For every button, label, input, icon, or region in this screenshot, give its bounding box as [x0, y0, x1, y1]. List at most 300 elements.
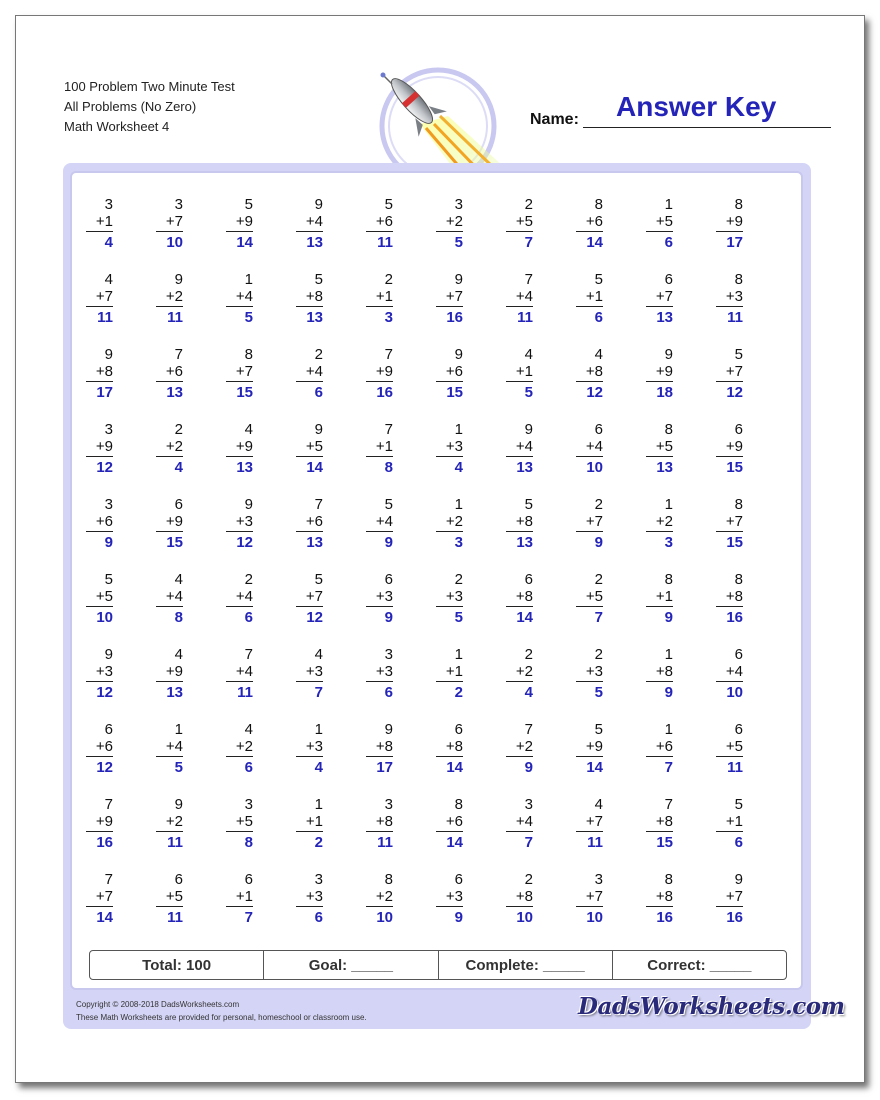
addition-problem	[359, 421, 429, 493]
answer-line	[506, 606, 533, 607]
answer-value: 16	[726, 909, 743, 926]
addend-top: 6	[454, 721, 463, 738]
answer-value: 17	[726, 234, 743, 251]
answer-line	[646, 906, 673, 907]
addend-top: 9	[664, 346, 673, 363]
answer-value: 6	[244, 609, 253, 626]
addition-problem	[359, 271, 429, 343]
addend-top: 2	[524, 196, 533, 213]
answer-line	[716, 756, 743, 757]
addend-bottom: +3	[445, 438, 463, 455]
addend-top: 8	[734, 496, 743, 513]
answer-line	[86, 306, 113, 307]
addition-problem	[429, 796, 499, 868]
answer-line	[156, 906, 183, 907]
addend-top: 4	[104, 271, 113, 288]
addend-top: 9	[104, 646, 113, 663]
addition-problem	[79, 796, 149, 868]
addend-bottom: +9	[655, 363, 673, 380]
addend-bottom: +6	[445, 363, 463, 380]
addend-bottom: +4	[515, 438, 533, 455]
addition-problem	[429, 571, 499, 643]
answer-line	[226, 456, 253, 457]
answer-line	[366, 606, 393, 607]
addend-top: 1	[244, 271, 253, 288]
answer-value: 6	[664, 234, 673, 251]
problem-row	[79, 271, 779, 346]
addition-problem	[219, 796, 289, 868]
answer-value: 2	[314, 834, 323, 851]
answer-value: 13	[306, 309, 323, 326]
answer-value: 5	[594, 684, 603, 701]
answer-line	[436, 231, 463, 232]
answer-value: 6	[314, 909, 323, 926]
addend-top: 9	[314, 421, 323, 438]
answer-value: 15	[656, 834, 673, 851]
addition-problem	[219, 196, 289, 268]
answer-value: 11	[727, 759, 743, 776]
addend-top: 6	[244, 871, 253, 888]
addition-problem	[499, 196, 569, 268]
addend-top: 5	[314, 271, 323, 288]
addend-top: 3	[104, 196, 113, 213]
addend-top: 2	[524, 871, 533, 888]
addition-problem	[569, 196, 639, 268]
addend-top: 5	[384, 496, 393, 513]
addition-problem	[709, 571, 779, 643]
addition-problem	[359, 646, 429, 718]
addend-top: 3	[594, 871, 603, 888]
addend-top: 7	[664, 796, 673, 813]
addition-problem	[499, 346, 569, 418]
addend-bottom: +3	[375, 663, 393, 680]
answer-line	[366, 831, 393, 832]
addition-problem	[359, 496, 429, 568]
answer-line	[86, 756, 113, 757]
answer-line	[226, 606, 253, 607]
answer-value: 5	[174, 759, 183, 776]
addend-bottom: +2	[165, 288, 183, 305]
addition-problem	[709, 796, 779, 868]
addend-top: 8	[454, 796, 463, 813]
answer-line	[506, 756, 533, 757]
addend-bottom: +2	[375, 888, 393, 905]
answer-line	[296, 606, 323, 607]
answer-line	[296, 906, 323, 907]
answer-line	[716, 381, 743, 382]
answer-line	[226, 381, 253, 382]
addend-top: 9	[454, 271, 463, 288]
addition-problem	[499, 421, 569, 493]
answer-value: 3	[454, 534, 463, 551]
addition-problem	[219, 496, 289, 568]
answer-line	[436, 456, 463, 457]
addend-bottom: +7	[445, 288, 463, 305]
addend-top: 4	[524, 346, 533, 363]
addend-top: 4	[244, 421, 253, 438]
addition-problem	[569, 796, 639, 868]
answer-line	[646, 531, 673, 532]
addend-top: 8	[384, 871, 393, 888]
addition-problem	[219, 571, 289, 643]
addend-top: 3	[384, 796, 393, 813]
answer-value: 14	[586, 234, 603, 251]
correct-cell[interactable]: Correct: _____	[647, 956, 752, 974]
addition-problem	[289, 721, 359, 793]
addend-top: 3	[524, 796, 533, 813]
name-label: Name:	[530, 111, 579, 128]
answer-line	[366, 756, 393, 757]
addition-problem	[219, 646, 289, 718]
answer-value: 7	[524, 234, 533, 251]
addend-top: 4	[174, 646, 183, 663]
problem-row	[79, 796, 779, 871]
answer-value: 14	[306, 459, 323, 476]
answer-value: 9	[384, 534, 393, 551]
addend-bottom: +6	[95, 738, 113, 755]
answer-value: 13	[166, 384, 183, 401]
answer-value: 17	[376, 759, 393, 776]
answer-value: 16	[446, 309, 463, 326]
answer-line	[156, 606, 183, 607]
answer-line	[436, 681, 463, 682]
addend-bottom: +4	[165, 588, 183, 605]
answer-line	[226, 681, 253, 682]
answer-value: 7	[594, 609, 603, 626]
addend-bottom: +8	[585, 363, 603, 380]
answer-line	[156, 306, 183, 307]
addend-bottom: +2	[515, 738, 533, 755]
answer-value: 5	[454, 609, 463, 626]
addend-top: 5	[244, 196, 253, 213]
addend-bottom: +7	[725, 363, 743, 380]
answer-line	[366, 906, 393, 907]
addend-top: 1	[664, 646, 673, 663]
answer-line	[156, 831, 183, 832]
answer-line	[716, 456, 743, 457]
copyright-text: Copyright © 2008-2018 DadsWorksheets.com	[76, 1000, 240, 1009]
addition-problem	[429, 271, 499, 343]
addend-top: 2	[454, 571, 463, 588]
addend-bottom: +1	[235, 888, 253, 905]
answer-line	[226, 531, 253, 532]
answer-value: 11	[167, 309, 183, 326]
answer-line	[646, 456, 673, 457]
answer-value: 14	[236, 234, 253, 251]
addition-problem	[149, 871, 219, 943]
addend-top: 2	[594, 571, 603, 588]
answer-line	[436, 306, 463, 307]
answer-line	[366, 531, 393, 532]
addition-problem	[639, 421, 709, 493]
addition-problem	[429, 646, 499, 718]
answer-value: 11	[167, 909, 183, 926]
addition-problem	[149, 346, 219, 418]
addition-problem	[709, 646, 779, 718]
addend-bottom: +3	[585, 663, 603, 680]
addend-top: 8	[664, 421, 673, 438]
answer-value: 8	[244, 834, 253, 851]
answer-value: 13	[166, 684, 183, 701]
addend-top: 7	[384, 346, 393, 363]
addend-top: 2	[594, 496, 603, 513]
addend-top: 6	[454, 871, 463, 888]
addition-problem	[639, 271, 709, 343]
answer-line	[436, 381, 463, 382]
addend-bottom: +8	[515, 588, 533, 605]
addend-bottom: +5	[725, 738, 743, 755]
answer-value: 9	[104, 534, 113, 551]
addition-problem	[149, 271, 219, 343]
answer-line	[366, 306, 393, 307]
answer-line	[156, 756, 183, 757]
addend-top: 5	[384, 196, 393, 213]
answer-value: 9	[454, 909, 463, 926]
addend-bottom: +8	[305, 288, 323, 305]
goal-cell[interactable]: Goal: _____	[264, 951, 438, 979]
addition-problem	[219, 871, 289, 943]
addend-bottom: +5	[165, 888, 183, 905]
addend-bottom: +4	[515, 288, 533, 305]
addend-bottom: +2	[165, 438, 183, 455]
answer-line	[226, 831, 253, 832]
addition-problem	[499, 496, 569, 568]
answer-line	[296, 231, 323, 232]
addend-bottom: +5	[655, 438, 673, 455]
answer-value: 11	[97, 309, 113, 326]
answer-value: 7	[524, 834, 533, 851]
answer-value: 12	[96, 759, 113, 776]
answer-value: 17	[96, 384, 113, 401]
addend-top: 2	[314, 346, 323, 363]
answer-line	[576, 231, 603, 232]
answer-value: 13	[656, 459, 673, 476]
addend-bottom: +6	[165, 363, 183, 380]
answer-value: 12	[306, 609, 323, 626]
addition-problem	[499, 796, 569, 868]
addend-bottom: +4	[725, 663, 743, 680]
addend-top: 7	[524, 721, 533, 738]
addend-top: 5	[314, 571, 323, 588]
addition-problem	[569, 871, 639, 943]
answer-key-label: Answer Key	[616, 91, 777, 122]
addend-top: 3	[384, 646, 393, 663]
answer-value: 4	[104, 234, 113, 251]
answer-value: 11	[377, 834, 393, 851]
addition-problem	[79, 871, 149, 943]
answer-line	[436, 531, 463, 532]
answer-value: 10	[726, 684, 743, 701]
answer-value: 13	[516, 459, 533, 476]
addend-top: 2	[244, 571, 253, 588]
addend-bottom: +7	[585, 813, 603, 830]
addend-bottom: +5	[515, 213, 533, 230]
answer-value: 10	[376, 909, 393, 926]
answer-line	[296, 531, 323, 532]
addend-bottom: +4	[585, 438, 603, 455]
addend-bottom: +8	[95, 363, 113, 380]
brand-logo: DadsWorksheets.com	[578, 993, 845, 1020]
answer-line	[296, 456, 323, 457]
answer-value: 13	[656, 309, 673, 326]
addend-top: 4	[244, 721, 253, 738]
addend-bottom: +3	[445, 588, 463, 605]
answer-line	[226, 906, 253, 907]
addition-problem	[499, 646, 569, 718]
addend-top: 3	[454, 196, 463, 213]
addition-problem	[499, 721, 569, 793]
answer-value: 3	[384, 309, 393, 326]
worksheet-subtitle: All Problems (No Zero)	[64, 99, 197, 114]
addition-problem	[359, 721, 429, 793]
addition-problem	[149, 796, 219, 868]
addition-problem	[569, 271, 639, 343]
answer-value: 14	[96, 909, 113, 926]
addend-bottom: +7	[95, 888, 113, 905]
addend-top: 9	[244, 496, 253, 513]
addition-problem	[149, 721, 219, 793]
addend-bottom: +1	[375, 438, 393, 455]
addend-top: 1	[664, 721, 673, 738]
addition-problem	[79, 571, 149, 643]
addend-bottom: +4	[235, 663, 253, 680]
addend-top: 9	[734, 871, 743, 888]
addend-top: 9	[454, 346, 463, 363]
answer-line	[576, 756, 603, 757]
addition-problem	[359, 871, 429, 943]
addend-top: 8	[734, 196, 743, 213]
addend-bottom: +6	[445, 813, 463, 830]
answer-line	[506, 456, 533, 457]
answer-line	[716, 831, 743, 832]
addend-top: 4	[314, 646, 323, 663]
complete-cell[interactable]: Complete: _____	[439, 951, 613, 979]
answer-line	[506, 906, 533, 907]
addend-top: 4	[594, 346, 603, 363]
answer-line	[296, 756, 323, 757]
answer-line	[226, 231, 253, 232]
addition-problem	[149, 196, 219, 268]
addend-top: 9	[104, 346, 113, 363]
addend-top: 1	[454, 646, 463, 663]
answer-line	[716, 906, 743, 907]
problem-row	[79, 721, 779, 796]
answer-value: 12	[96, 459, 113, 476]
answer-line	[436, 606, 463, 607]
addition-problem	[359, 796, 429, 868]
answer-value: 14	[446, 834, 463, 851]
addition-problem	[569, 571, 639, 643]
addition-problem	[289, 796, 359, 868]
problem-row	[79, 646, 779, 721]
answer-value: 16	[376, 384, 393, 401]
addend-bottom: +2	[515, 663, 533, 680]
addend-bottom: +6	[305, 513, 323, 530]
answer-value: 12	[726, 384, 743, 401]
addend-top: 8	[664, 571, 673, 588]
answer-value: 7	[664, 759, 673, 776]
addend-bottom: +3	[445, 888, 463, 905]
addition-problem	[289, 871, 359, 943]
addend-bottom: +2	[235, 738, 253, 755]
answer-line	[86, 831, 113, 832]
addend-top: 5	[104, 571, 113, 588]
answer-value: 11	[517, 309, 533, 326]
addend-top: 5	[734, 796, 743, 813]
addend-bottom: +1	[725, 813, 743, 830]
addend-top: 8	[594, 196, 603, 213]
answer-value: 11	[167, 834, 183, 851]
problem-row	[79, 871, 779, 946]
addend-top: 6	[104, 721, 113, 738]
addition-problem	[639, 646, 709, 718]
copyright-block	[76, 998, 367, 1024]
answer-value: 15	[446, 384, 463, 401]
addition-problem	[219, 421, 289, 493]
addend-bottom: +7	[725, 513, 743, 530]
answer-line	[576, 606, 603, 607]
answer-value: 7	[244, 909, 253, 926]
addend-bottom: +9	[95, 813, 113, 830]
answer-value: 4	[174, 459, 183, 476]
addend-top: 2	[174, 421, 183, 438]
addend-bottom: +7	[655, 288, 673, 305]
addend-top: 9	[314, 196, 323, 213]
addition-problem	[149, 646, 219, 718]
addend-bottom: +9	[585, 738, 603, 755]
addend-bottom: +9	[235, 213, 253, 230]
addend-top: 6	[174, 496, 183, 513]
addition-problem	[429, 196, 499, 268]
answer-value: 16	[726, 609, 743, 626]
answer-value: 9	[384, 609, 393, 626]
addend-top: 7	[384, 421, 393, 438]
answer-line	[646, 681, 673, 682]
addend-bottom: +3	[375, 588, 393, 605]
addend-top: 7	[244, 646, 253, 663]
name-field-line[interactable]	[583, 127, 831, 128]
answer-value: 16	[656, 909, 673, 926]
answer-line	[576, 456, 603, 457]
addend-top: 1	[314, 721, 323, 738]
addend-top: 8	[734, 271, 743, 288]
addend-bottom: +5	[95, 588, 113, 605]
addition-problem	[79, 646, 149, 718]
addend-bottom: +7	[585, 513, 603, 530]
addition-problem	[289, 496, 359, 568]
answer-value: 10	[96, 609, 113, 626]
addition-problem	[149, 421, 219, 493]
answer-value: 11	[587, 834, 603, 851]
answer-value: 15	[726, 534, 743, 551]
answer-line	[86, 531, 113, 532]
answer-line	[156, 381, 183, 382]
addend-bottom: +1	[305, 813, 323, 830]
answer-line	[156, 681, 183, 682]
addend-top: 6	[384, 571, 393, 588]
addend-bottom: +8	[375, 738, 393, 755]
problem-row	[79, 571, 779, 646]
answer-value: 12	[96, 684, 113, 701]
addend-top: 8	[734, 571, 743, 588]
answer-value: 11	[237, 684, 253, 701]
addition-problem	[79, 421, 149, 493]
addend-top: 6	[734, 721, 743, 738]
answer-value: 5	[454, 234, 463, 251]
addend-bottom: +8	[725, 588, 743, 605]
addition-problem	[639, 871, 709, 943]
addend-top: 8	[664, 871, 673, 888]
